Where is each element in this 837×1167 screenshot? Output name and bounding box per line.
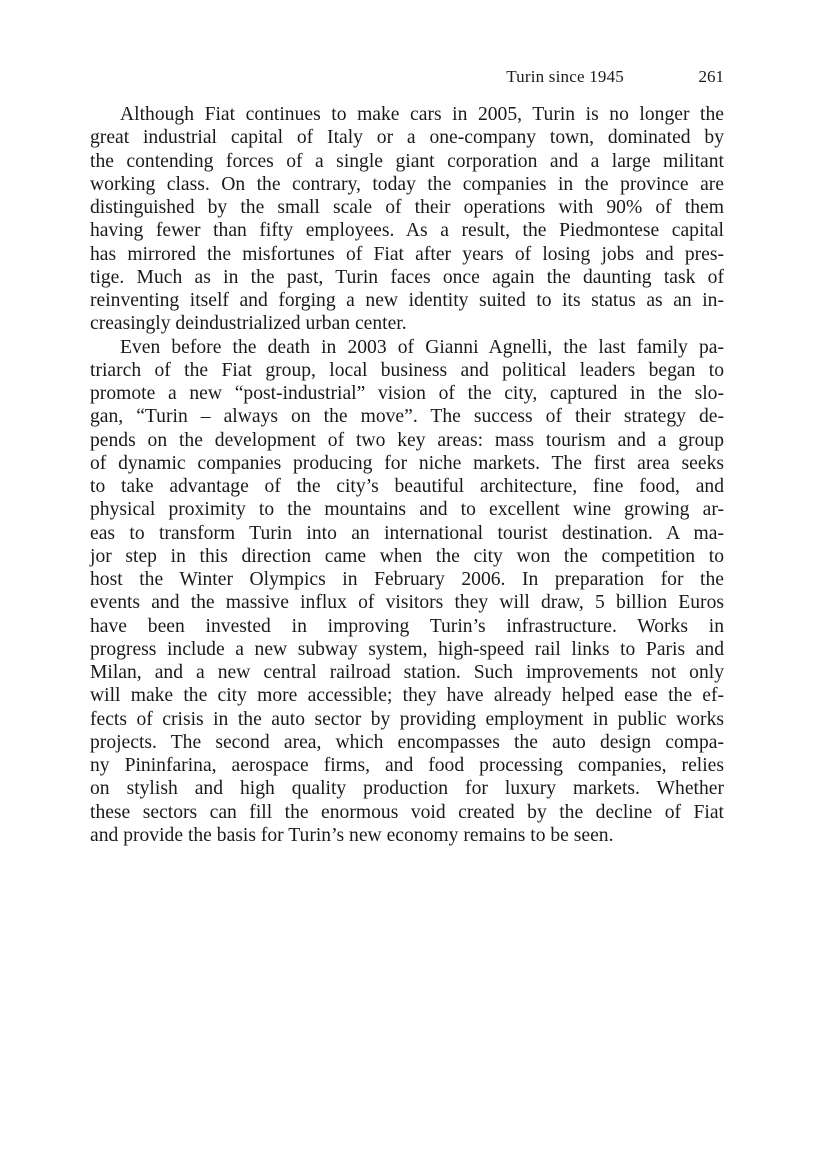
- text-line: tige. Much as in the past, Turin faces once again the daunting task of: [90, 266, 724, 288]
- body-text: [90, 103, 724, 847]
- text-line: progress include a new subway system, high-speed rail links to Paris and: [90, 638, 724, 660]
- text-line: ny Pininfarina, aerospace firms, and food processing companies, relies: [90, 755, 724, 776]
- text-line: on stylish and high quality production for luxury markets. Whether: [90, 778, 724, 800]
- text-line: and provide the basis for Turin’s new economy remains to be seen.: [90, 824, 614, 846]
- text-line: jor step in this direction came when the city won the competition to: [90, 545, 724, 567]
- paragraph-2: [90, 336, 724, 848]
- text-line: will make the city more accessible; they have already helped ease the ef-: [90, 685, 724, 707]
- running-head: [90, 66, 724, 88]
- text-line: to take advantage of the city’s beautiful architecture, fine food, and: [90, 476, 724, 497]
- text-line: promote a new “post-industrial” vision of the city, captured in the slo-: [90, 383, 724, 404]
- page-number: 261: [698, 67, 724, 86]
- text-line: triarch of the Fiat group, local business and political leaders began to: [90, 359, 724, 381]
- text-line: pends on the development of two key areas: mass tourism and a group: [90, 429, 724, 451]
- text-line: great industrial capital of Italy or a one-company town, dominated by: [90, 127, 724, 149]
- text-line: host the Winter Olympics in February 2006. In preparation for the: [90, 569, 724, 590]
- text-line: has mirrored the misfortunes of Fiat after years of losing jobs and pres-: [90, 243, 724, 265]
- text-line: physical proximity to the mountains and to excellent wine growing ar-: [90, 499, 724, 521]
- text-line: projects. The second area, which encompasses the auto design compa-: [90, 731, 724, 753]
- text-line: Milan, and a new central railroad station. Such improvements not only: [90, 662, 724, 683]
- text-line: Although Fiat continues to make cars in 2005, Turin is no longer the: [120, 104, 724, 125]
- running-title: Turin since 1945: [506, 67, 624, 86]
- text-line: gan, “Turin – always on the move”. The success of their strategy de-: [90, 406, 724, 428]
- text-line: the contending forces of a single giant corporation and a large militant: [90, 150, 724, 172]
- text-line: creasingly deindustrialized urban center.: [90, 313, 407, 335]
- text-line: eas to transform Turin into an international tourist destination. A ma-: [90, 522, 724, 544]
- text-line: having fewer than fifty employees. As a result, the Piedmontese capital: [90, 220, 724, 242]
- text-line: reinventing itself and forging a new identity suited to its status as an in-: [90, 290, 724, 311]
- text-line: fects of crisis in the auto sector by providing employment in public works: [90, 708, 724, 730]
- text-line: working class. On the contrary, today the companies in the province are: [90, 173, 724, 195]
- text-line: distinguished by the small scale of their operations with 90% of them: [90, 197, 724, 218]
- text-line: have been invested in improving Turin’s infrastructure. Works in: [90, 615, 724, 637]
- text-line: of dynamic companies producing for niche markets. The first area seeks: [90, 452, 724, 474]
- text-line: Even before the death in 2003 of Gianni Agnelli, the last family pa-: [120, 336, 724, 358]
- text-line: these sectors can fill the enormous void created by the decline of Fiat: [90, 801, 724, 823]
- text-line: events and the massive influx of visitors they will draw, 5 billion Euros: [90, 592, 724, 614]
- paragraph-1: [90, 103, 724, 336]
